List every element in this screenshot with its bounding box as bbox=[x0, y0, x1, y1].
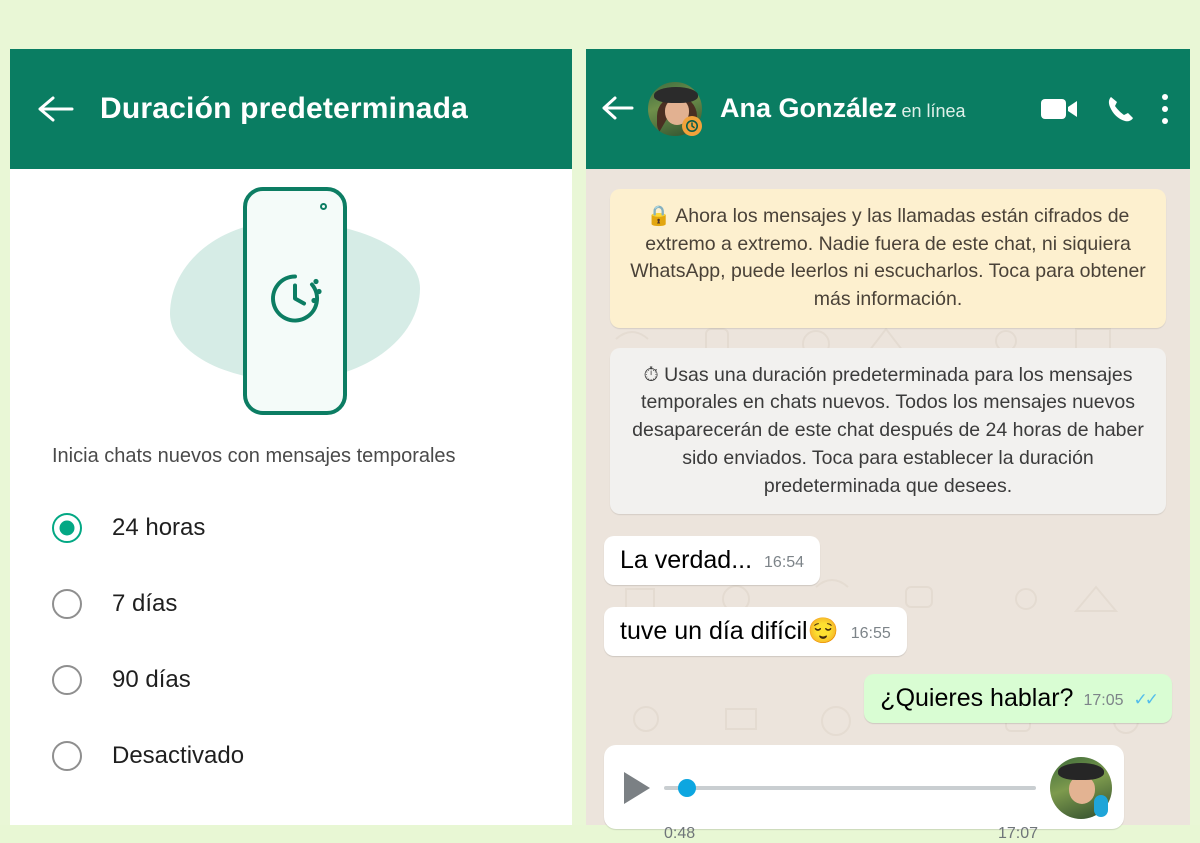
message-row-outgoing bbox=[604, 674, 1172, 723]
default-duration-screen bbox=[10, 49, 572, 825]
back-arrow-icon[interactable] bbox=[36, 94, 74, 124]
radio-icon[interactable] bbox=[52, 589, 82, 619]
message-text: La verdad... bbox=[620, 546, 753, 575]
phone-illustration bbox=[243, 187, 347, 415]
message-text: tuve un día difícil😌 bbox=[620, 617, 839, 646]
avatar[interactable] bbox=[646, 80, 704, 138]
option-label: 7 días bbox=[112, 590, 178, 617]
message-time: 16:55 bbox=[850, 625, 891, 643]
message-text: ¿Quieres hablar? bbox=[880, 684, 1074, 713]
overflow-menu-icon[interactable] bbox=[1162, 94, 1168, 124]
status-text: en línea bbox=[901, 101, 966, 122]
lock-icon: 🔒 bbox=[646, 205, 676, 227]
left-body bbox=[10, 169, 572, 825]
message-bubble-outgoing[interactable] bbox=[864, 674, 1172, 723]
slider-knob[interactable] bbox=[678, 779, 696, 797]
option-90-dias[interactable] bbox=[10, 642, 572, 718]
disappearing-messages-timer-icon bbox=[264, 268, 326, 335]
play-icon[interactable] bbox=[624, 772, 650, 804]
disappearing-messages-text: Usas una duración predeterminada para los mensajes temporales en chats nuevos. Todos los mensajes nuevos desaparecerán de este chat después de 24 horas de haber sido enviados. Toca para establecer la duración predeterminada que desees. bbox=[632, 363, 1144, 497]
sender-avatar bbox=[1050, 757, 1112, 819]
timer-icon: ⏱ bbox=[643, 363, 665, 386]
timer-badge-icon bbox=[682, 116, 702, 136]
back-arrow-icon[interactable] bbox=[600, 94, 634, 124]
message-bubble-incoming[interactable] bbox=[604, 607, 907, 656]
message-row-incoming bbox=[604, 536, 1172, 585]
page-title: Duración predeterminada bbox=[100, 92, 469, 125]
option-label: Desactivado bbox=[112, 742, 245, 769]
option-label: 90 días bbox=[112, 666, 191, 693]
option-desactivado[interactable] bbox=[10, 718, 572, 794]
voice-note-time: 17:07 bbox=[997, 825, 1038, 843]
options-subtitle: Inicia chats nuevos con mensajes temporales bbox=[52, 445, 456, 467]
option-24-horas[interactable] bbox=[10, 490, 572, 566]
camera-dot-icon bbox=[320, 203, 327, 210]
mic-icon bbox=[1094, 795, 1108, 817]
message-list bbox=[586, 169, 1190, 843]
video-call-icon[interactable] bbox=[1040, 96, 1078, 122]
radio-icon-selected[interactable] bbox=[52, 513, 82, 543]
header-actions bbox=[1040, 93, 1172, 125]
message-time: 16:54 bbox=[764, 554, 805, 572]
voice-progress-slider[interactable] bbox=[664, 775, 1036, 801]
message-bubble-incoming[interactable] bbox=[604, 536, 820, 585]
read-receipt-icon: ✓✓ bbox=[1133, 690, 1156, 710]
voice-note-bubble[interactable] bbox=[604, 745, 1124, 843]
left-header bbox=[10, 49, 572, 169]
encryption-notice[interactable] bbox=[610, 189, 1166, 328]
contact-name: Ana González bbox=[720, 93, 898, 124]
message-row-incoming bbox=[604, 607, 1172, 656]
option-label: 24 horas bbox=[112, 514, 206, 541]
message-time: 17:05 bbox=[1083, 692, 1124, 710]
voice-duration: 0:48 bbox=[664, 825, 696, 843]
voice-call-icon[interactable] bbox=[1104, 93, 1136, 125]
radio-icon[interactable] bbox=[52, 665, 82, 695]
duration-options-list bbox=[10, 490, 572, 794]
encryption-notice-text: Ahora los mensajes y las llamadas están cifrados de extremo a extremo. Nadie fuera de este chat, ni siquiera WhatsApp, puede leerlos ni escucharlos. Toca para obtener más información. bbox=[630, 205, 1146, 311]
chat-header bbox=[586, 49, 1190, 169]
contact-info[interactable] bbox=[720, 94, 1028, 124]
radio-icon[interactable] bbox=[52, 741, 82, 771]
chat-screen bbox=[586, 49, 1190, 843]
option-7-dias[interactable] bbox=[10, 566, 572, 642]
illustration bbox=[10, 169, 572, 437]
disappearing-messages-notice[interactable] bbox=[610, 348, 1166, 514]
